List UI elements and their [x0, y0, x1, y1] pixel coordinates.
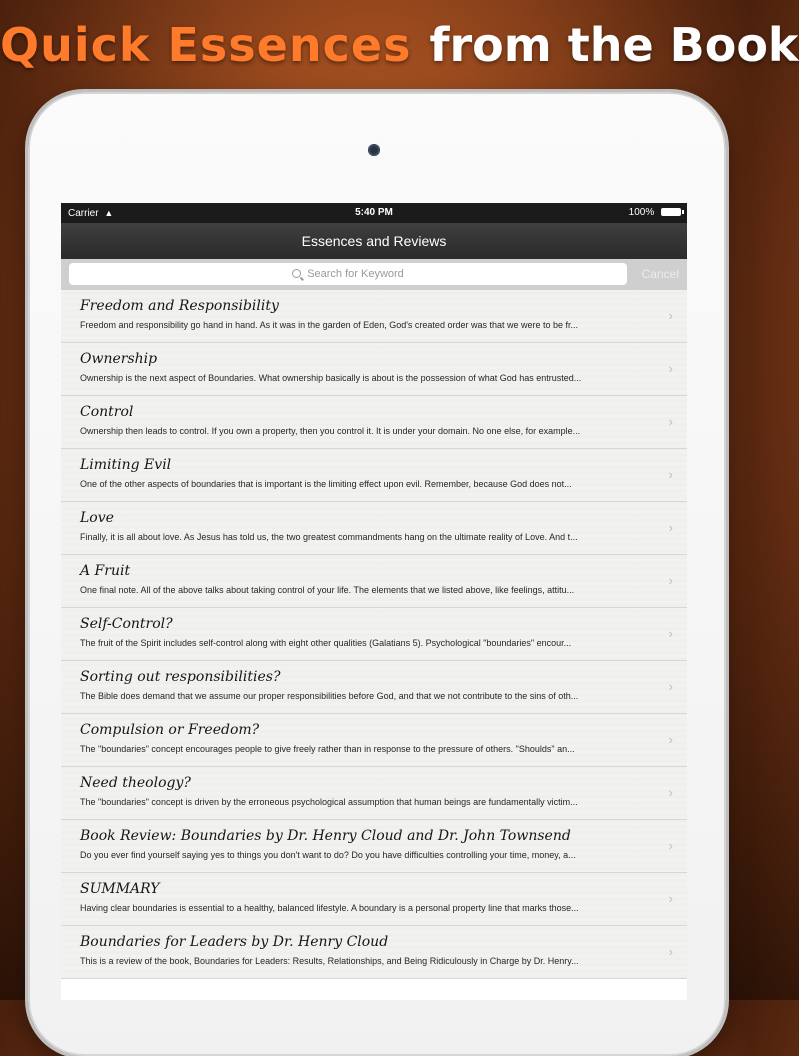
search-bar [61, 259, 687, 290]
search-input[interactable] [69, 263, 627, 285]
page-title: Essences and Reviews [301, 233, 447, 249]
chevron-right-icon: › [668, 573, 673, 588]
list-item[interactable] [61, 502, 687, 555]
status-time: 5:40 PM [355, 207, 393, 218]
list-item-title: Love [80, 510, 114, 526]
list-item-description: The "boundaries" concept is driven by the erroneous psychological assumption that human beings are fundamentally victim... [80, 797, 578, 807]
list-item-title: Need theology? [80, 775, 191, 791]
list-item-title: Book Review: Boundaries by Dr. Henry Cloud and Dr. John Townsend [80, 828, 571, 844]
list-item[interactable] [61, 661, 687, 714]
chevron-right-icon: › [668, 785, 673, 800]
list-item-title: Boundaries for Leaders by Dr. Henry Cloud [80, 934, 389, 950]
list-item-description: Do you ever find yourself saying yes to things you don't want to do? Do you have difficulties controlling your time, money, a... [80, 850, 576, 860]
chevron-right-icon: › [668, 308, 673, 323]
chevron-right-icon: › [668, 414, 673, 429]
list-item-description: Ownership is the next aspect of Boundaries. What ownership basically is about is the possession of what God has entrusted... [80, 373, 582, 383]
list-item-title: Control [80, 404, 134, 420]
list-item[interactable] [61, 555, 687, 608]
list-item-title: A Fruit [80, 563, 131, 579]
list-item-description: The fruit of the Spirit includes self-control along with eight other qualities (Galatians 5). Psychological "boundaries" encour... [80, 638, 572, 648]
search-icon [292, 269, 301, 278]
search-placeholder: Search for Keyword [307, 268, 404, 280]
chevron-right-icon: › [668, 891, 673, 906]
list-item-description: Having clear boundaries is essential to a healthy, balanced lifestyle. A boundary is a personal property line that marks those... [80, 903, 579, 913]
list-item-title: Sorting out responsibilities? [80, 669, 281, 685]
list-item-description: The Bible does demand that we assume our proper responsibilities before God, and that we not contribute to the sins of oth... [80, 691, 579, 701]
list-item-description: This is a review of the book, Boundaries for Leaders: Results, Relationships, and Being Ridiculously in Charge by Dr. Henry... [80, 956, 579, 966]
list-item-description: The "boundaries" concept encourages people to give freely rather than in response to the pressure of others. "Shoulds" an... [80, 744, 575, 754]
list-item[interactable] [61, 873, 687, 926]
status-bar [61, 203, 687, 223]
battery-percent: 100% [628, 207, 655, 218]
cancel-button[interactable]: Cancel [641, 267, 679, 281]
chevron-right-icon: › [668, 679, 673, 694]
list-item[interactable] [61, 767, 687, 820]
app-screen [61, 203, 687, 1000]
essence-list [61, 290, 687, 979]
list-item-description: Finally, it is all about love. As Jesus has told us, the two greatest commandments hang on the ultimate reality of Love. And t... [80, 532, 578, 542]
battery-icon [661, 208, 681, 216]
list-item-description: Ownership then leads to control. If you own a property, then you control it. It is under your domain. No one else, for example... [80, 426, 581, 436]
chevron-right-icon: › [668, 626, 673, 641]
list-item[interactable] [61, 396, 687, 449]
list-item[interactable] [61, 343, 687, 396]
list-item[interactable] [61, 820, 687, 873]
list-item[interactable] [61, 449, 687, 502]
list-item-description: One of the other aspects of boundaries that is important is the limiting effect upon evil. Remember, because God does not... [80, 479, 572, 489]
list-item[interactable] [61, 714, 687, 767]
promo-banner [0, 18, 799, 88]
list-item-description: One final note. All of the above talks about taking control of your life. The elements that we listed above, like feelings, attitu... [80, 585, 575, 595]
list-item-title: Ownership [80, 351, 158, 367]
nav-bar [61, 223, 687, 259]
banner-rest-text: from the Book [429, 18, 799, 72]
list-item[interactable] [61, 608, 687, 661]
list-item-title: Compulsion or Freedom? [80, 722, 260, 738]
list-item-title: Limiting Evil [80, 457, 172, 473]
list-item-title: Freedom and Responsibility [80, 298, 279, 314]
banner-accent-text: Quick Essences [0, 18, 412, 72]
wifi-icon: ▲ [104, 208, 114, 218]
chevron-right-icon: › [668, 361, 673, 376]
list-item-title: SUMMARY [80, 881, 160, 897]
chevron-right-icon: › [668, 838, 673, 853]
chevron-right-icon: › [668, 520, 673, 535]
status-battery-group [629, 203, 681, 223]
chevron-right-icon: › [668, 732, 673, 747]
chevron-right-icon: › [668, 467, 673, 482]
carrier-label: Carrier [68, 208, 99, 219]
list-item[interactable] [61, 290, 687, 343]
chevron-right-icon: › [668, 944, 673, 959]
camera-icon [368, 144, 380, 156]
list-item[interactable] [61, 926, 687, 979]
list-item-description: Freedom and responsibility go hand in hand. As it was in the garden of Eden, God's created order was that we were to be fr... [80, 320, 579, 330]
list-item-title: Self-Control? [80, 616, 173, 632]
